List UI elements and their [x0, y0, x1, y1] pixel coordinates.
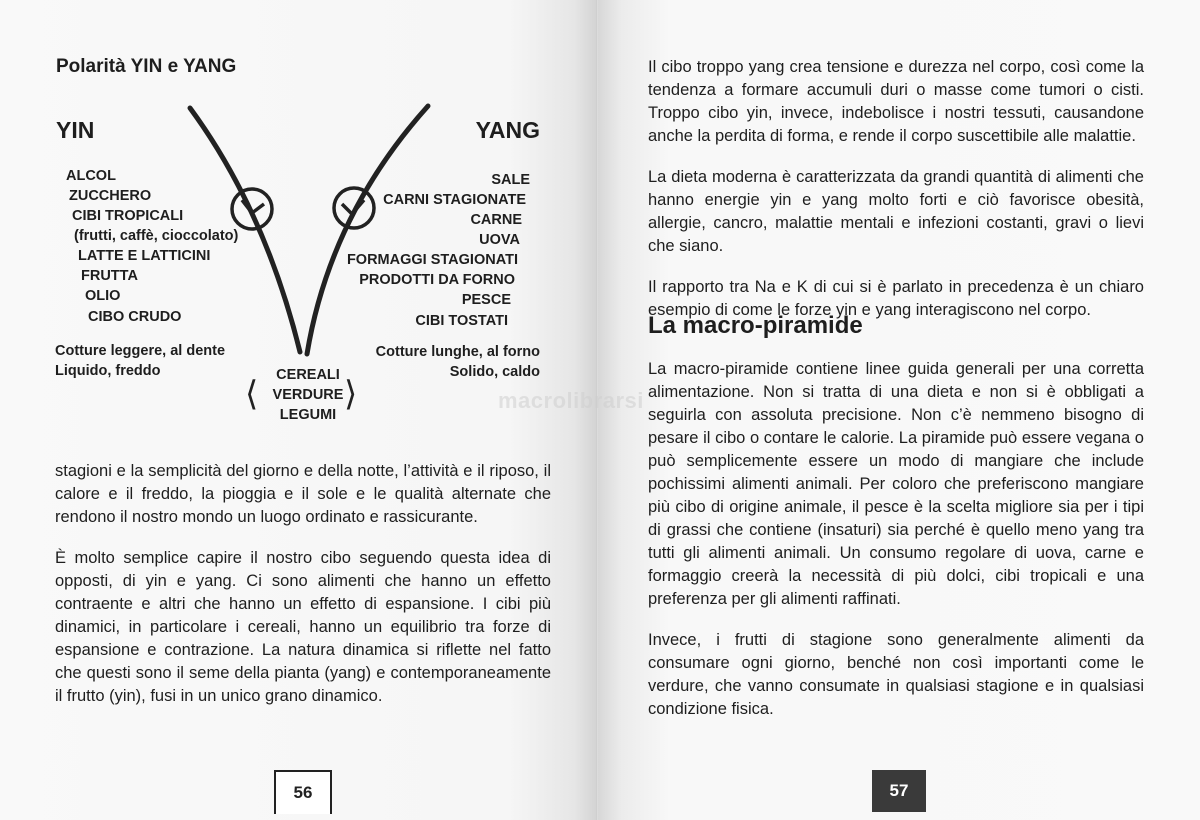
yin-item: LATTE E LATTICINI [78, 248, 211, 264]
paragraph: La macro-piramide contiene linee guida generali per una corretta alimentazione. Non si tratta di una dieta e non si è obbligati a seguirla con assoluta precisione. Non c’è nemmeno bisogno di pesare il cibo o contare le calorie. La piramide può essere vegana o può semplicemente essere un modo di mangiare che include pochissimi alimenti animali. Per coloro che preferiscono mangiare più cibo di origine animale, il pesce è la scelta migliore sia per i tipi di grassi che contiene (insaturi) sia perché è quello meno yang tra tutti gli alimenti animali. Un consumo regolare di uova, carne e formaggio creerà la necessità di più dolci, cibi tropicali e una preferenza per gli alimenti raffinati. [648, 360, 1144, 608]
yin-item: CIBO CRUDO [88, 309, 182, 325]
page-number-left: 56 [274, 770, 332, 814]
yin-item: ALCOL [66, 168, 116, 184]
yin-item: (frutti, caffè, cioccolato) [74, 228, 239, 244]
yang-item: FORMAGGI STAGIONATI [346, 252, 518, 268]
yin-item: CIBI TROPICALI [72, 208, 184, 224]
yang-item: CARNI STAGIONATE [383, 192, 526, 208]
yang-heading: YANG [475, 117, 540, 143]
yin-heading: YIN [56, 117, 95, 143]
right-page [598, 0, 1200, 820]
yang-item: CIBI TOSTATI [415, 313, 508, 329]
yin-item: OLIO [85, 288, 121, 304]
yang-item: UOVA [479, 232, 520, 248]
left-chevron-icon: ⟨ [245, 374, 259, 414]
diagram-title: Polarità YIN e YANG [56, 56, 237, 77]
right-chevron-icon: ⟩ [344, 374, 358, 414]
paragraph: Il cibo troppo yang crea tensione e durezza nel corpo, così come la tendenza a formare accumuli duri o masse come tumori o cisti. Troppo cibo yin, invece, indebolisce i nostri tessuti, causandone anche la perdita di forma, e rende il corpo suscettibile alle malattie. [648, 58, 1144, 145]
section-title: La macro-piramide [648, 312, 863, 339]
center-item: LEGUMI [279, 407, 337, 423]
page-number-right: 57 [872, 770, 926, 812]
yang-item: SALE [491, 172, 530, 188]
yin-item: ZUCCHERO [69, 188, 152, 204]
paragraph: La dieta moderna è caratterizzata da grandi quantità di alimenti che hanno energie yin e yang molto forti e ciò favorisce obesità, allergie, cancro, malattie mentali e infezioni costanti, gravi o lievi che siano. [648, 168, 1144, 255]
yang-item: PRODOTTI DA FORNO [359, 272, 515, 288]
right-body-text-top [648, 56, 1144, 340]
paragraph: stagioni e la semplicità del giorno e della notte, l’attività e il riposo, il calore e il freddo, la pioggia e il sole e le qualità alternate che rendono il nostro mondo un luogo ordinato e rassicurante. [55, 462, 551, 526]
yin-item: FRUTTA [81, 268, 138, 284]
paragraph: È molto semplice capire il nostro cibo seguendo questa idea di opposti, di yin e yang. Ci sono alimenti che hanno un effetto contraente e altri che hanno un effetto di espansione. I cibi più dinamici, in particolare i cereali, hanno un equilibrio tra forze di espansione e contrazione. La natura dinamica si riflette nel fatto che questi sono il seme della pianta (yang) e contemporaneamente il frutto (yin), fusi in un unico grano dinamico. [55, 549, 551, 705]
center-item: VERDURE [272, 387, 344, 403]
watermark: macrolibrarsi [498, 388, 644, 413]
yin-cooking-line: Cotture leggere, al dente [55, 343, 226, 359]
right-body-text-bottom [648, 358, 1144, 739]
yang-cooking-line: Solido, caldo [449, 364, 540, 380]
left-body-text [55, 460, 551, 726]
paragraph: Il rapporto tra Na e K di cui si è parlato in precedenza è un chiaro esempio di come le forze yin e yang interagiscono nel corpo. [648, 278, 1144, 319]
yin-cooking-line: Liquido, freddo [55, 363, 161, 379]
yang-cooking-line: Cotture lunghe, al forno [375, 344, 540, 360]
yang-item: PESCE [461, 292, 511, 308]
paragraph: Invece, i frutti di stagione sono generalmente alimenti da consumare ogni giorno, benché non così importanti come le verdure, che vanno consumate in qualsiasi stagione e in qualsiasi condizione fisica. [648, 631, 1144, 718]
yang-item: CARNE [470, 212, 522, 228]
center-item: CEREALI [276, 367, 340, 383]
